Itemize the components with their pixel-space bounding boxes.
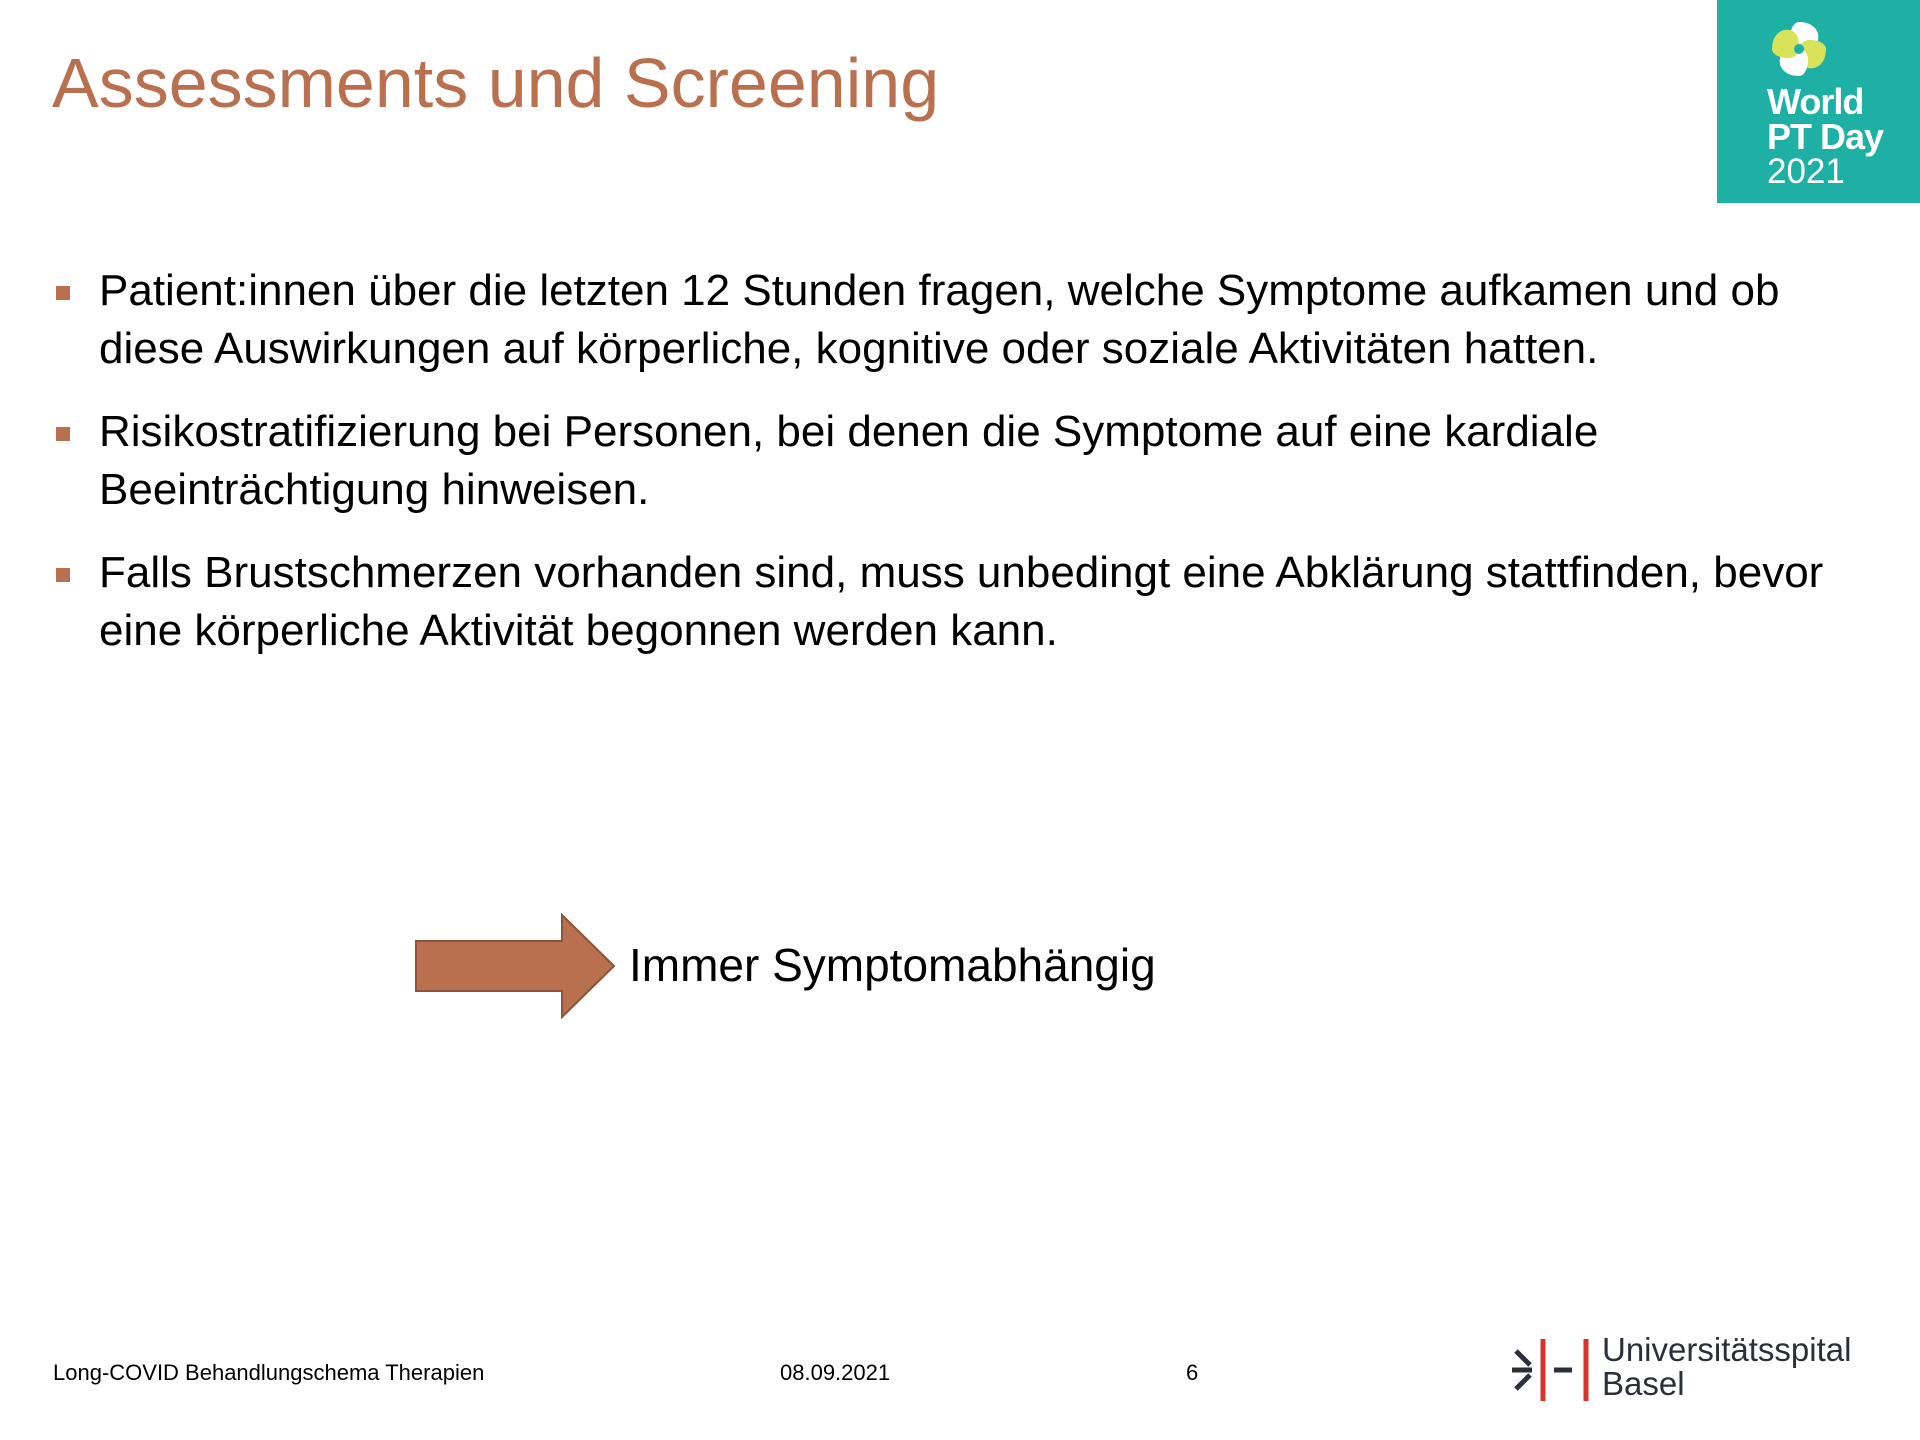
world-pt-day-logo-icon <box>1768 18 1830 80</box>
badge-line-world: World <box>1767 81 1864 122</box>
slide-title: Assessments und Screening <box>52 44 940 122</box>
footer-page-number: 6 <box>1186 1360 1199 1385</box>
footer-presentation-title: Long-COVID Behandlungschema Therapien <box>53 1360 485 1385</box>
badge-line-pt-day: PT Day <box>1767 116 1884 157</box>
right-arrow-icon <box>414 913 616 1019</box>
bullet-text: Risikostratifizierung bei Personen, bei denen die Symptome auf eine kardiale Beeinträchtigung hinweisen. <box>99 407 1599 514</box>
badge-year: 2021 <box>1767 152 1845 191</box>
footer-date: 08.09.2021 <box>780 1360 891 1385</box>
logo-line-2: Basel <box>1602 1365 1685 1402</box>
bullet-square-icon <box>56 568 70 582</box>
bullet-text: Patient:innen über die letzten 12 Stunden fragen, welche Symptome aufkamen und ob diese Auswirkungen auf körperliche, kognitive oder soziale Aktivitäten hatten. <box>99 266 1780 373</box>
bullet-item <box>56 403 1876 519</box>
bullet-square-icon <box>56 286 70 300</box>
hospital-logo-icon <box>1510 1337 1592 1403</box>
bullet-item <box>56 262 1876 378</box>
arrow-label: Immer Symptomabhängig <box>629 939 1156 991</box>
universitaetsspital-basel-logo <box>1510 1333 1870 1403</box>
bullet-square-icon <box>56 427 70 441</box>
logo-line-1: Universitätsspital <box>1602 1331 1852 1368</box>
bullet-list <box>56 262 1876 685</box>
bullet-item <box>56 544 1876 660</box>
badge-title <box>1767 81 1884 157</box>
world-pt-day-badge <box>1717 0 1920 203</box>
bullet-text: Falls Brustschmerzen vorhanden sind, muss unbedingt eine Abklärung stattfinden, bevor eine körperliche Aktivität begonnen werden kann. <box>99 548 1824 655</box>
logo-wordmark <box>1602 1333 1851 1401</box>
